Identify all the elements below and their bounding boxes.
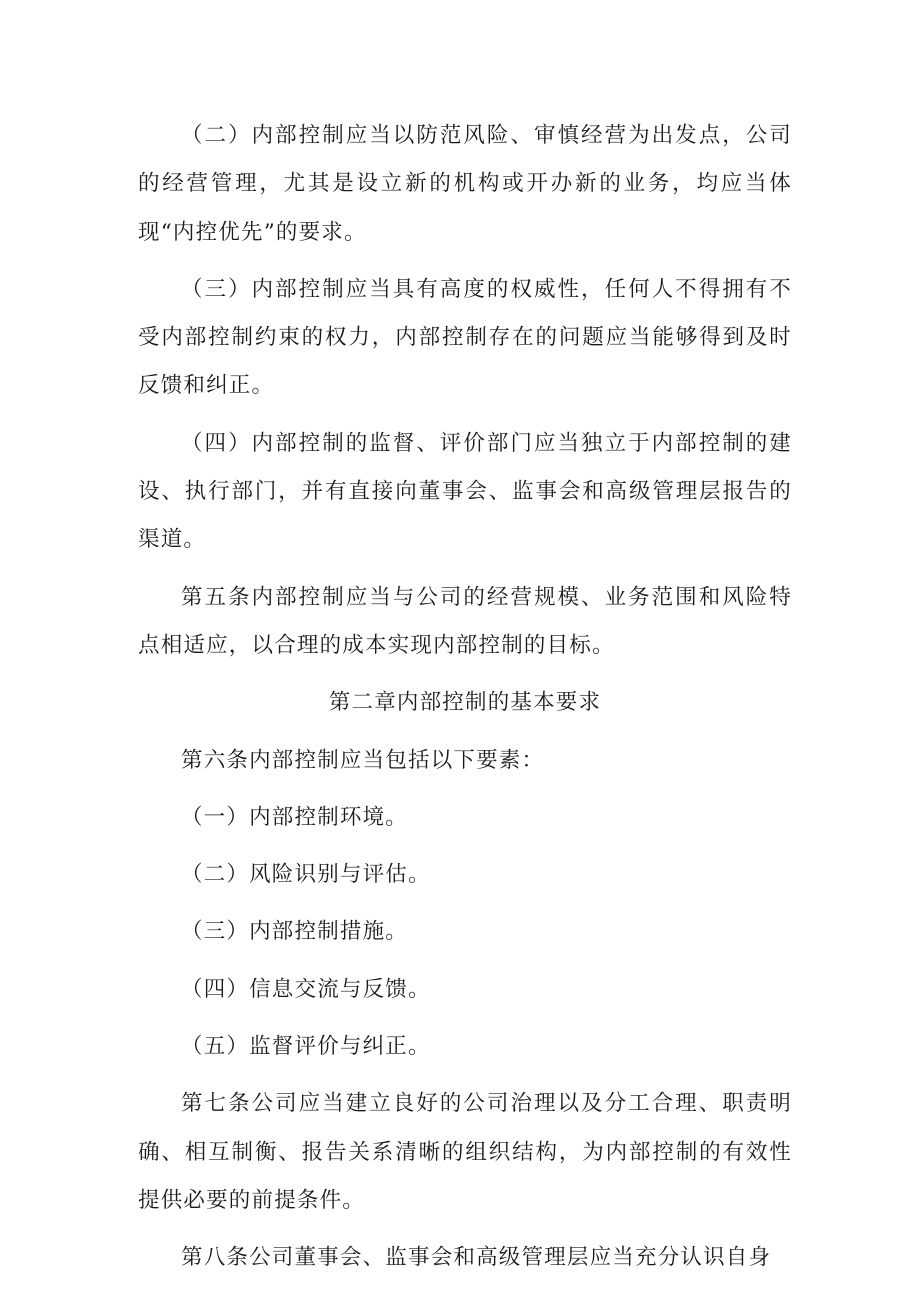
paragraph-article-6: 第六条内部控制应当包括以下要素： bbox=[181, 747, 545, 773]
chapter-heading: 第二章内部控制的基本要求 bbox=[328, 690, 602, 716]
list-item: （四）信息交流与反馈。 bbox=[181, 976, 431, 1002]
document-body bbox=[138, 112, 792, 1292]
list-item: （三）内部控制措施。 bbox=[181, 919, 409, 945]
list-item: （五）监督评价与纠正。 bbox=[181, 1034, 431, 1060]
paragraph-article-5: 第五条内部控制应当与公司的经营规模、业务范围和风险特点相适应，以合理的成本实现内部控制的目标。 bbox=[138, 584, 792, 658]
list-item: （二）风险识别与评估。 bbox=[181, 862, 431, 888]
paragraph-principle-4: （四）内部控制的监督、评价部门应当独立于内部控制的建设、执行部门，并有直接向董事会、监事会和高级管理层报告的渠道。 bbox=[138, 430, 792, 553]
paragraph-principle-2: （二）内部控制应当以防范风险、审慎经营为出发点，公司的经营管理，尤其是设立新的机构或开办新的业务，均应当体现“内控优先”的要求。 bbox=[138, 123, 792, 245]
paragraph-article-8: 第八条公司董事会、监事会和高级管理层应当充分认识自身 bbox=[181, 1245, 772, 1271]
paragraph-article-7: 第七条公司应当建立良好的公司治理以及分工合理、职责明确、相互制衡、报告关系清晰的组织结构，为内部控制的有效性提供必要的前提条件。 bbox=[138, 1091, 792, 1213]
paragraph-principle-3: （三）内部控制应当具有高度的权威性，任何人不得拥有不受内部控制约束的权力，内部控制存在的问题应当能够得到及时反馈和纠正。 bbox=[138, 276, 792, 399]
list-item: （一）内部控制环境。 bbox=[181, 804, 409, 830]
